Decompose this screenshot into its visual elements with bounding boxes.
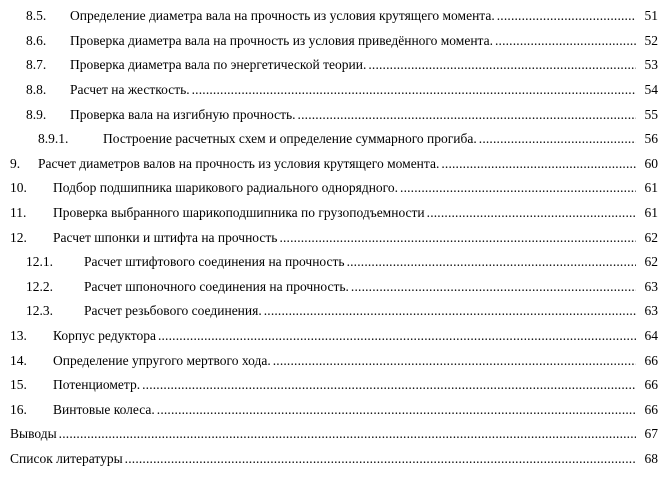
toc-entry-page: 62 xyxy=(644,229,658,245)
toc-entry-page: 51 xyxy=(644,8,658,24)
toc-entry-number: 12.3. xyxy=(26,303,53,319)
toc-leader xyxy=(273,353,636,369)
toc-entry[interactable] xyxy=(0,102,666,127)
toc-entry-number: 8.9. xyxy=(26,106,47,122)
toc-entry-page: 66 xyxy=(644,377,658,393)
toc-entry-number: 10. xyxy=(10,180,27,196)
toc-entry[interactable] xyxy=(0,324,666,349)
toc-leader xyxy=(351,279,636,295)
toc-entry-page: 60 xyxy=(644,155,658,171)
toc-entry-number: 8.7. xyxy=(26,57,47,73)
toc-entry-title: Проверка вала на изгибную прочность. xyxy=(70,106,296,122)
toc-entry-number: 12.2. xyxy=(26,278,53,294)
toc-leader xyxy=(158,328,636,344)
toc-entry-title: Потенциометр. xyxy=(53,377,141,393)
toc-entry-title: Расчет шпоночного соединения на прочность. xyxy=(84,278,349,294)
toc-leader xyxy=(157,402,636,418)
toc-entry-page: 66 xyxy=(644,352,658,368)
toc-entry-title: Построение расчетных схем и определение суммарного прогиба. xyxy=(103,131,477,147)
toc-entry-number: 8.8. xyxy=(26,82,47,98)
toc-entry[interactable] xyxy=(0,422,666,447)
toc-entry-title: Выводы xyxy=(10,426,57,442)
toc-entry[interactable] xyxy=(0,152,666,177)
toc-leader xyxy=(125,451,636,467)
toc-entry-page: 54 xyxy=(644,82,658,98)
toc-entry-number: 12.1. xyxy=(26,254,53,270)
toc-entry[interactable] xyxy=(0,225,666,250)
toc-entry-title: Корпус редуктора xyxy=(53,328,156,344)
toc-leader xyxy=(298,107,636,123)
toc-entry-page: 63 xyxy=(644,303,658,319)
toc-entry[interactable] xyxy=(0,348,666,373)
toc-entry-page: 62 xyxy=(644,254,658,270)
toc-entry-page: 53 xyxy=(644,57,658,73)
toc-entry[interactable] xyxy=(0,201,666,226)
toc-leader xyxy=(59,426,636,442)
toc-entry-page: 55 xyxy=(644,106,658,122)
toc-entry[interactable] xyxy=(0,447,666,472)
toc-entry-title: Расчет диаметров валов на прочность из условия крутящего момента. xyxy=(38,155,440,171)
toc-entry-page: 56 xyxy=(644,131,658,147)
toc-entry-title: Подбор подшипника шарикового радиального однорядного. xyxy=(53,180,399,196)
toc-entry-title: Определение упругого мертвого хода. xyxy=(53,352,271,368)
toc-entry-number: 13. xyxy=(10,328,27,344)
toc-entry-page: 63 xyxy=(644,278,658,294)
toc-entry[interactable] xyxy=(0,275,666,300)
toc-leader xyxy=(279,230,636,246)
toc-leader xyxy=(347,254,636,270)
table-of-contents xyxy=(0,4,666,471)
toc-entry-page: 67 xyxy=(644,426,658,442)
toc-entry-title: Расчет резьбового соединения. xyxy=(84,303,262,319)
toc-entry[interactable] xyxy=(0,127,666,152)
toc-entry-title: Расчет штифтового соединения на прочность xyxy=(84,254,345,270)
toc-entry[interactable] xyxy=(0,373,666,398)
toc-entry-number: 8.9.1. xyxy=(38,131,69,147)
toc-entry-page: 66 xyxy=(644,401,658,417)
toc-entry-title: Расчет шпонки и штифта на прочность xyxy=(53,229,278,245)
toc-entry-number: 9. xyxy=(10,155,21,171)
toc-leader xyxy=(368,57,636,73)
toc-leader xyxy=(142,377,636,393)
toc-entry-page: 68 xyxy=(644,450,658,466)
toc-entry-title: Проверка диаметра вала на прочность из условия приведённого момента. xyxy=(70,32,493,48)
toc-entry-title: Список литературы xyxy=(10,450,123,466)
toc-entry-number: 11. xyxy=(10,205,27,221)
toc-entry[interactable] xyxy=(0,4,666,29)
toc-entry-title: Определение диаметра вала на прочность из условия крутящего момента. xyxy=(70,8,495,24)
toc-entry-number: 8.5. xyxy=(26,8,47,24)
toc-entry-number: 12. xyxy=(10,229,27,245)
toc-entry-title: Проверка выбранного шарикоподшипника по грузоподъемности xyxy=(53,205,425,221)
toc-leader xyxy=(427,205,636,221)
toc-entry-title: Проверка диаметра вала по энергетической теории. xyxy=(70,57,367,73)
toc-entry-page: 61 xyxy=(644,180,658,196)
toc-entry-title: Винтовые колеса. xyxy=(53,401,155,417)
toc-entry-number: 15. xyxy=(10,377,27,393)
toc-entry[interactable] xyxy=(0,53,666,78)
toc-entry-number: 16. xyxy=(10,401,27,417)
toc-entry-title: Расчет на жесткость. xyxy=(70,82,190,98)
toc-entry[interactable] xyxy=(0,78,666,103)
toc-entry[interactable] xyxy=(0,299,666,324)
toc-leader xyxy=(192,82,636,98)
toc-leader xyxy=(400,180,636,196)
toc-entry[interactable] xyxy=(0,29,666,54)
toc-leader xyxy=(479,131,636,147)
toc-leader xyxy=(264,303,636,319)
toc-entry[interactable] xyxy=(0,398,666,423)
toc-entry[interactable] xyxy=(0,176,666,201)
toc-entry[interactable] xyxy=(0,250,666,275)
toc-entry-page: 61 xyxy=(644,205,658,221)
toc-leader xyxy=(497,8,636,24)
toc-entry-number: 8.6. xyxy=(26,32,47,48)
toc-entry-page: 64 xyxy=(644,328,658,344)
toc-entry-page: 52 xyxy=(644,32,658,48)
toc-leader xyxy=(495,33,636,49)
toc-entry-number: 14. xyxy=(10,352,27,368)
toc-leader xyxy=(441,156,636,172)
